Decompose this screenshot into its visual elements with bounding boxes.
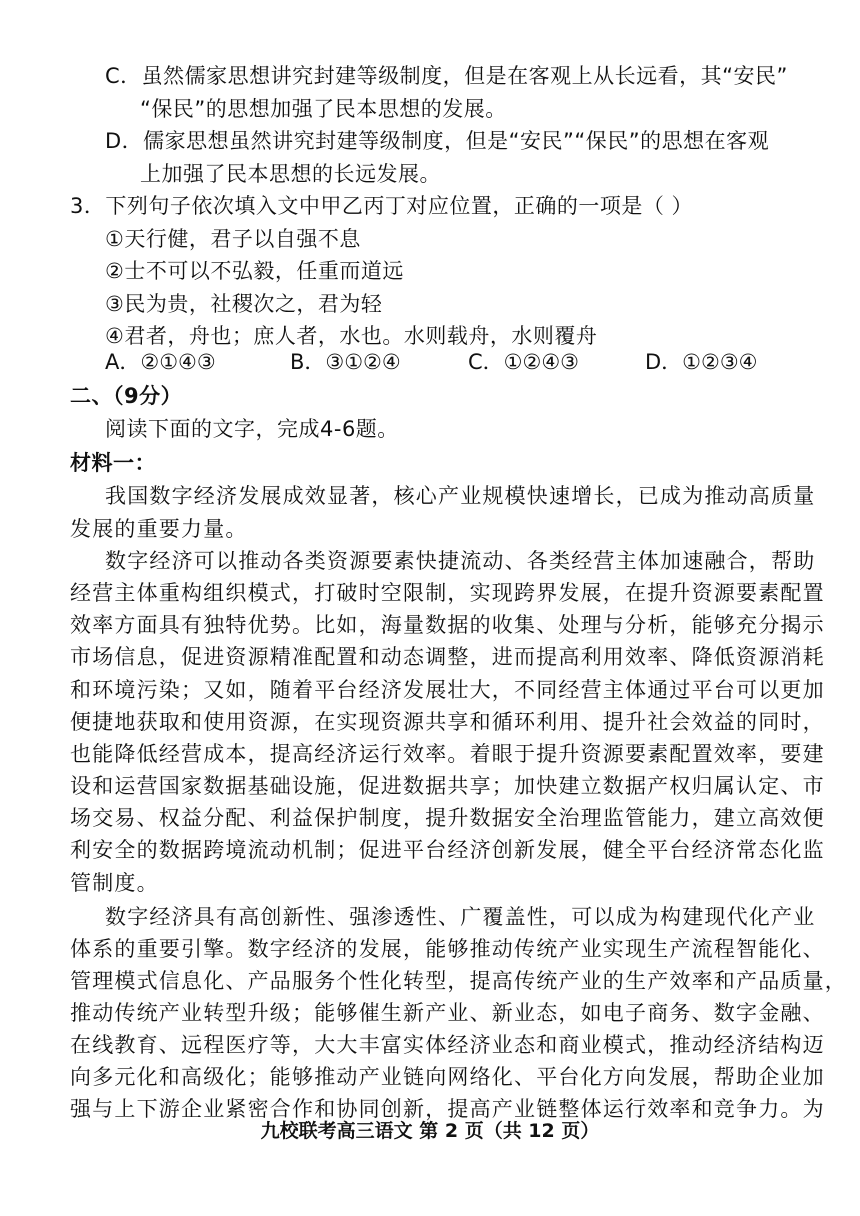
q3-item-2: ②士不可以不弘毅，任重而道远 xyxy=(105,259,404,283)
q3-stem: 3．下列句子依次填入文中甲乙丙丁对应位置，正确的一项是（ ） xyxy=(70,194,694,218)
q3-option-b: B．③①②④ xyxy=(290,350,401,374)
paragraph-line: 设和运营国家数据基础设施，促进数据共享；加快建立数据产权归属认定、市 xyxy=(70,774,825,798)
paragraph-line: 管理模式信息化、产品服务个性化转型，提高传统产业的生产效率和产品质量， xyxy=(70,969,847,993)
paragraph-line: 市场信息，促进资源精准配置和动态调整，进而提高利用效率、降低资源消耗 xyxy=(70,645,825,669)
paragraph-line: 场交易、权益分配、利益保护制度，提升数据安全治理监管能力，建立高效便 xyxy=(70,806,825,830)
material-label: 材料一： xyxy=(70,451,156,475)
q2-option-c-line1: C．虽然儒家思想讲究封建等级制度，但是在客观上从长远看，其“安民” xyxy=(105,64,788,88)
paragraph-line: 也能降低经营成本，提高经济运行效率。着眼于提升资源要素配置效率，要建 xyxy=(70,742,825,766)
paragraph-line: 推动传统产业转型升级；能够催生新产业、新业态，如电子商务、数字金融、 xyxy=(70,1001,825,1025)
page-footer: 九校联考高三语文 第 2 页（共 12 页） xyxy=(260,1120,600,1142)
q3-option-a: A．②①④③ xyxy=(105,350,216,374)
section-heading: 二、（9分） xyxy=(70,384,183,408)
q3-item-1: ①天行健，君子以自强不息 xyxy=(105,227,361,251)
q3-item-4: ④君者，舟也；庶人者，水也。水则载舟，水则覆舟 xyxy=(105,324,598,348)
q3-item-3: ③民为贵，社稷次之，君为轻 xyxy=(105,292,383,316)
paragraph-line: 我国数字经济发展成效显著，核心产业规模快速增长，已成为推动高质量 xyxy=(105,484,816,508)
paragraph-line: 便捷地获取和使用资源，在实现资源共享和循环利用、提升社会效益的同时， xyxy=(70,710,825,734)
paragraph-line: 利安全的数据跨境流动机制；促进平台经济创新发展，健全平台经济常态化监 xyxy=(70,838,825,862)
q2-option-c-line2: “保民”的思想加强了民本思想的发展。 xyxy=(140,97,507,121)
paragraph-line: 效率方面具有独特优势。比如，海量数据的收集、处理与分析，能够充分揭示 xyxy=(70,613,825,637)
q3-option-c: C．①②④③ xyxy=(468,350,579,374)
paragraph-line: 体系的重要引擎。数字经济的发展，能够推动传统产业实现生产流程智能化、 xyxy=(70,937,825,961)
q3-option-d: D．①②③④ xyxy=(645,350,758,374)
paragraph-line: 向多元化和高级化；能够推动产业链向网络化、平台化方向发展，帮助企业加 xyxy=(70,1065,825,1089)
paragraph-line: 管制度。 xyxy=(70,871,159,895)
paragraph-line: 经营主体重构组织模式，打破时空限制，实现跨界发展，在提升资源要素配置 xyxy=(70,581,825,605)
paragraph-line: 发展的重要力量。 xyxy=(70,517,248,541)
paragraph-line: 和环境污染；又如，随着平台经济发展壮大，不同经营主体通过平台可以更加 xyxy=(70,678,825,702)
q2-option-d-line2: 上加强了民本思想的长远发展。 xyxy=(140,162,441,186)
paragraph-line: 数字经济可以推动各类资源要素快捷流动、各类经营主体加速融合，帮助 xyxy=(105,549,816,573)
paragraph-line: 在线教育、远程医疗等，大大丰富实体经济业态和商业模式，推动经济结构迈 xyxy=(70,1033,825,1057)
paragraph-line: 强与上下游企业紧密合作和协同创新，提高产业链整体运行效率和竞争力。为 xyxy=(70,1097,825,1121)
paragraph-line: 数字经济具有高创新性、强渗透性、广覆盖性，可以成为构建现代化产业 xyxy=(105,905,816,929)
reading-instruction: 阅读下面的文字，完成4-6题。 xyxy=(105,417,399,441)
q2-option-d-line1: D．儒家思想虽然讲究封建等级制度，但是“安民”“保民”的思想在客观 xyxy=(105,129,770,153)
